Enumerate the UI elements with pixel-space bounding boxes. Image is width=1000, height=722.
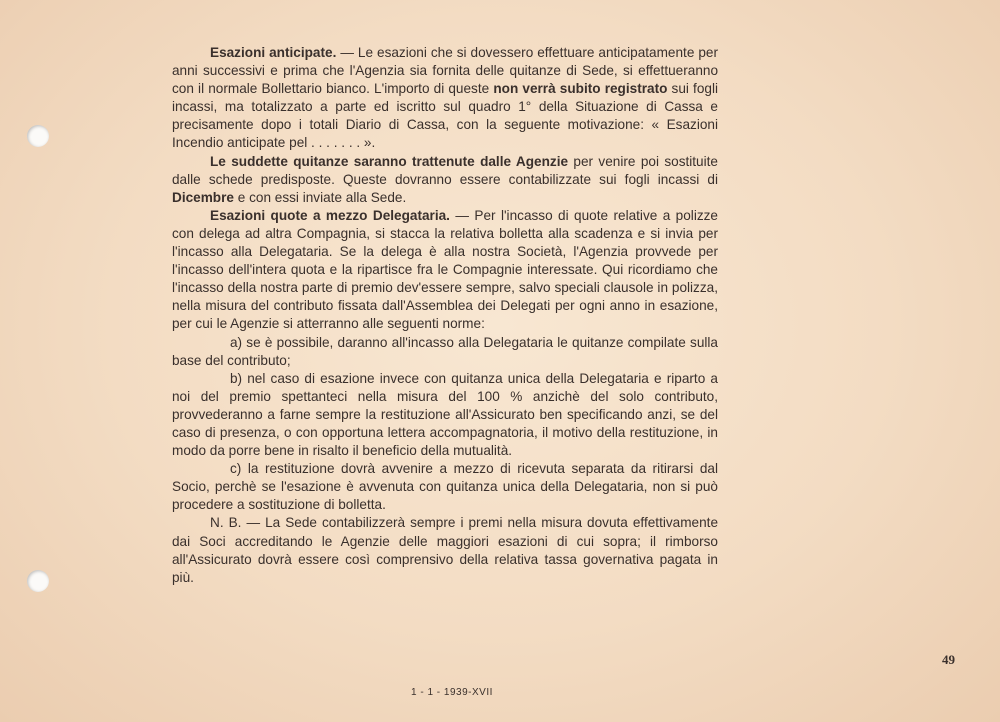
- list-item-a: a) se è possibile, daranno all'incasso alla Delegataria le quitanze compilate sulla base del contributo;: [172, 334, 718, 368]
- paragraph-quitanze-trattenute: Le suddette quitanze saranno trattenute dalle Agenzie per venire poi sostituite dalle schede predisposte. Queste dovranno essere contabilizzate sui fogli incassi di Dicembre e con essi inviate alla Sede.: [172, 153, 718, 205]
- punch-hole-bottom: [27, 570, 49, 592]
- paragraph-esazioni-anticipate: Esazioni anticipate. — Le esazioni che si dovessero effettuare anticipatamente per anni successivi e prima che l'Agenzia sia fornita delle quitanze di Sede, si effettueranno con il normale Bollettario bianco. L'importo di queste non verrà subito registrato sui fogli incassi, ma totalizzato a parte ed iscritto sul quadro 1° della Situazione di Cassa e precisamente dopo i totali Diario di Cassa, con la seguente motivazione: « Esazioni Incendio anticipate pel . . . . . . . ».: [172, 45, 719, 151]
- paragraph-nota-bene: N. B. — La Sede contabilizzerà sempre i premi nella misura dovuta effettivamente dai Soci accreditando le Agenzie delle maggiori esazioni di cui sopra; il rimborso all'Assicurato dovrà essere così comprensivo della relativa tassa governativa pagata in più.: [172, 515, 718, 585]
- punch-hole-top: [27, 125, 49, 147]
- document-body: [172, 44, 718, 587]
- list-item-c: c) la restituzione dovrà avvenire a mezzo di ricevuta separata da ritirarsi dal Socio, perchè se l'esazione è avvenuta con quitanza unica della Delegataria, non si può procedere a sostituzione di bolletta.: [172, 461, 718, 513]
- list-item-b: b) nel caso di esazione invece con quitanza unica della Delegataria e riparto a noi del premio spettanteci nella misura del 100 % anzichè del solo contributo, provvederanno a farne sempre la restituzione all'Assicurato ben specificando anzi, se del caso di presenza, o con opportuna lettera accompagnatoria, il motivo della restituzione, in modo da porre bene in risalto il beneficio della mutualità.: [172, 370, 718, 459]
- footer-date: 1 - 1 - 1939-XVII: [411, 687, 493, 698]
- page-number: 49: [942, 652, 955, 667]
- paragraph-heading: Esazioni quote a mezzo Delegataria.: [210, 207, 450, 223]
- paragraph-heading: Esazioni anticipate.: [210, 45, 337, 60]
- paragraph-esazioni-delegataria: Esazioni quote a mezzo Delegataria. — Per l'incasso di quote relative a polizze con delega ad altra Compagnia, si stacca la relativa bolletta alla scadenza e si invia per l'incasso alla Delegataria. Se la delega è alla nostra Società, l'Agenzia provvede per l'incasso dell'intera quota e la ripartisce fra le Compagnie interessate. Qui ricordiamo che l'incasso della nostra parte di premio dev'essere sempre, salvo speciali clausole in polizza, nella misura del contributo fissata dall'Assemblea dei Delegati per ogni anno in esazione, per cui le Agenzie si atterranno alle seguenti norme:: [172, 207, 718, 332]
